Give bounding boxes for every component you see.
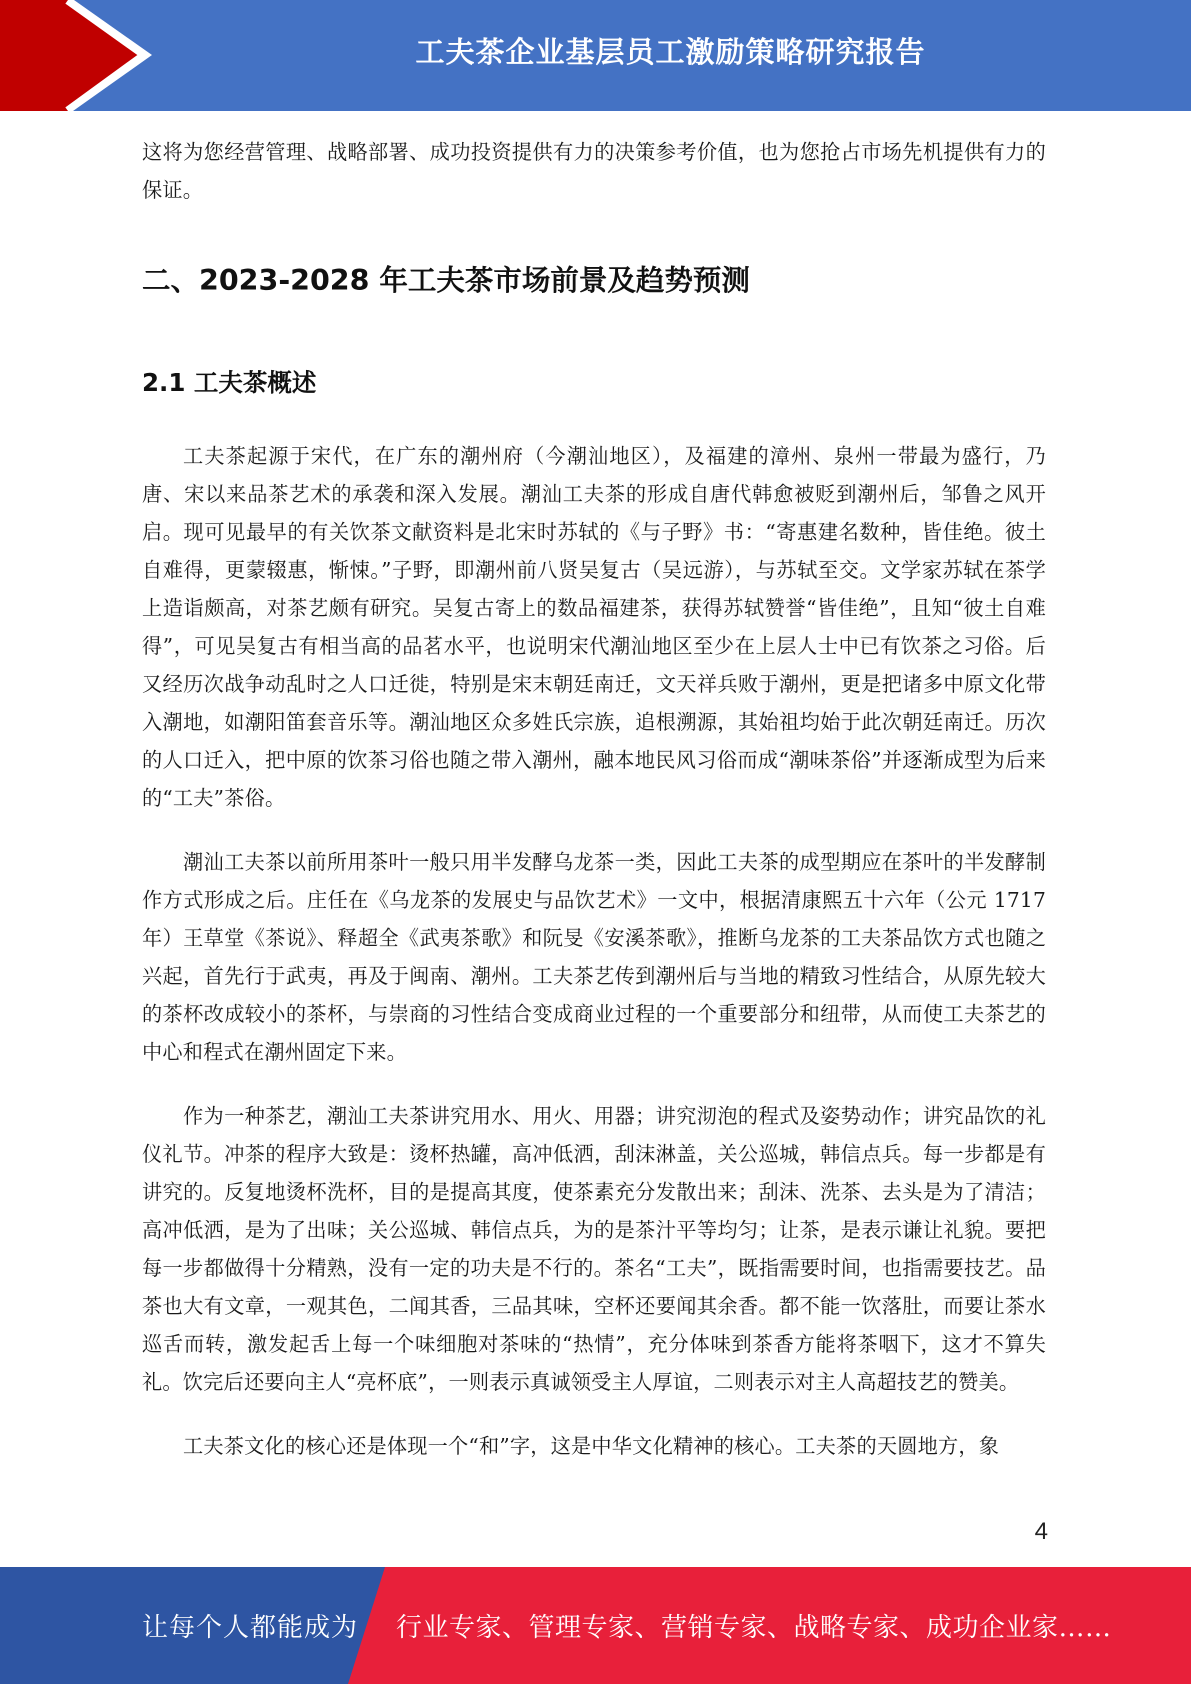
body-paragraph-3: 作为一种茶艺，潮汕工夫茶讲究用水、用火、用器；讲究沏泡的程式及姿势动作；讲究品饮的礼仪礼节。冲茶的程序大致是：烫杯热罐，高冲低洒，刮沫淋盖，关公巡城，韩信点兵。每一步都是有讲究的。反复地烫杯洗杯，目的是提高其度，使茶素充分发散出来；刮沫、洗茶、去头是为了清洁；高冲低洒，是为了出味；关公巡城、韩信点兵，为的是茶汁平等均匀；让茶，是表示谦让礼貌。要把每一步都做得十分精熟，没有一定的功夫是不行的。茶名“工夫”，既指需要时间，也指需要技艺。品茶也大有文章，一观其色，二闻其香，三品其味，空杯还要闻其余香。都不能一饮落肚，而要让茶水巡舌而转，激发起舌上每一个味细胞对茶味的“热情”，充分体味到茶香方能将茶咽下，这才不算失礼。饮完后还要向主人“亮杯底”，一则表示真诚领受主人厚谊，二则表示对主人高超技艺的赞美。 — [142, 1104, 1046, 1394]
footer-slogan-left: 让每个人都能成为 — [142, 1613, 359, 1643]
footer-slogan-right: 行业专家、管理专家、营销专家、战略专家、成功企业家…… — [396, 1613, 1112, 1643]
intro-paragraph: 这将为您经营管理、战略部署、成功投资提供有力的决策参考价值，也为您抢占市场先机提供有力的保证。 — [142, 140, 1046, 202]
body-paragraph-2: 潮汕工夫茶以前所用茶叶一般只用半发酵乌龙茶一类，因此工夫茶的成型期应在茶叶的半发酵制作方式形成之后。庄任在《乌龙茶的发展史与品饮艺术》一文中，根据清康熙五十六年（公元 1717 年）王草堂《茶说》、释超全《武夷茶歌》和阮旻《安溪茶歌》，推断乌龙茶的工夫茶品饮方式也随之兴起，首先行于武夷，再及于闽南、潮州。工夫茶艺传到潮州后与当地的精致习性结合，从原先较大的茶杯改成较小的茶杯，与崇商的习性结合变成商业过程的一个重要部分和纽带，从而使工夫茶艺的中心和程式在潮州固定下来。 — [142, 850, 1046, 1064]
section-heading: 二、2023-2028 年工夫茶市场前景及趋势预测 — [142, 264, 750, 297]
body-paragraph-1: 工夫茶起源于宋代，在广东的潮州府（今潮汕地区），及福建的漳州、泉州一带最为盛行，乃唐、宋以来品茶艺术的承袭和深入发展。潮汕工夫茶的形成自唐代韩愈被贬到潮州后，邹鲁之风开启。现可见最早的有关饮茶文献资料是北宋时苏轼的《与子野》书：“寄惠建名数种，皆佳绝。彼土自难得，更蒙辍惠，惭悚。”子野，即潮州前八贤吴复古（吴远游），与苏轼至交。文学家苏轼在茶学上造诣颇高，对茶艺颇有研究。吴复古寄上的数品福建茶，获得苏轼赞誉“皆佳绝”，且知“彼土自难得”，可见吴复古有相当高的品茗水平，也说明宋代潮汕地区至少在上层人士中已有饮茶之习俗。后又经历次战争动乱时之人口迁徙，特别是宋末朝廷南迁，文天祥兵败于潮州，更是把诸多中原文化带入潮地，如潮阳笛套音乐等。潮汕地区众多姓氏宗族，追根溯源，其始祖均始于此次朝廷南迁。历次的人口迁入，把中原的饮茶习俗也随之带入潮州，融本地民风习俗而成“潮味茶俗”并逐渐成型为后来的“工夫”茶俗。 — [142, 444, 1046, 810]
subsection-heading: 2.1 工夫茶概述 — [142, 368, 317, 397]
body-paragraph-4: 工夫茶文化的核心还是体现一个“和”字，这是中华文化精神的核心。工夫茶的天圆地方，象 — [183, 1434, 1000, 1458]
page-number: 4 — [1034, 1518, 1048, 1545]
document-body — [142, 133, 1046, 1465]
page-footer — [0, 1567, 1191, 1684]
report-title: 工夫茶企业基层员工激励策略研究报告 — [415, 35, 926, 69]
page-header — [0, 0, 1191, 111]
